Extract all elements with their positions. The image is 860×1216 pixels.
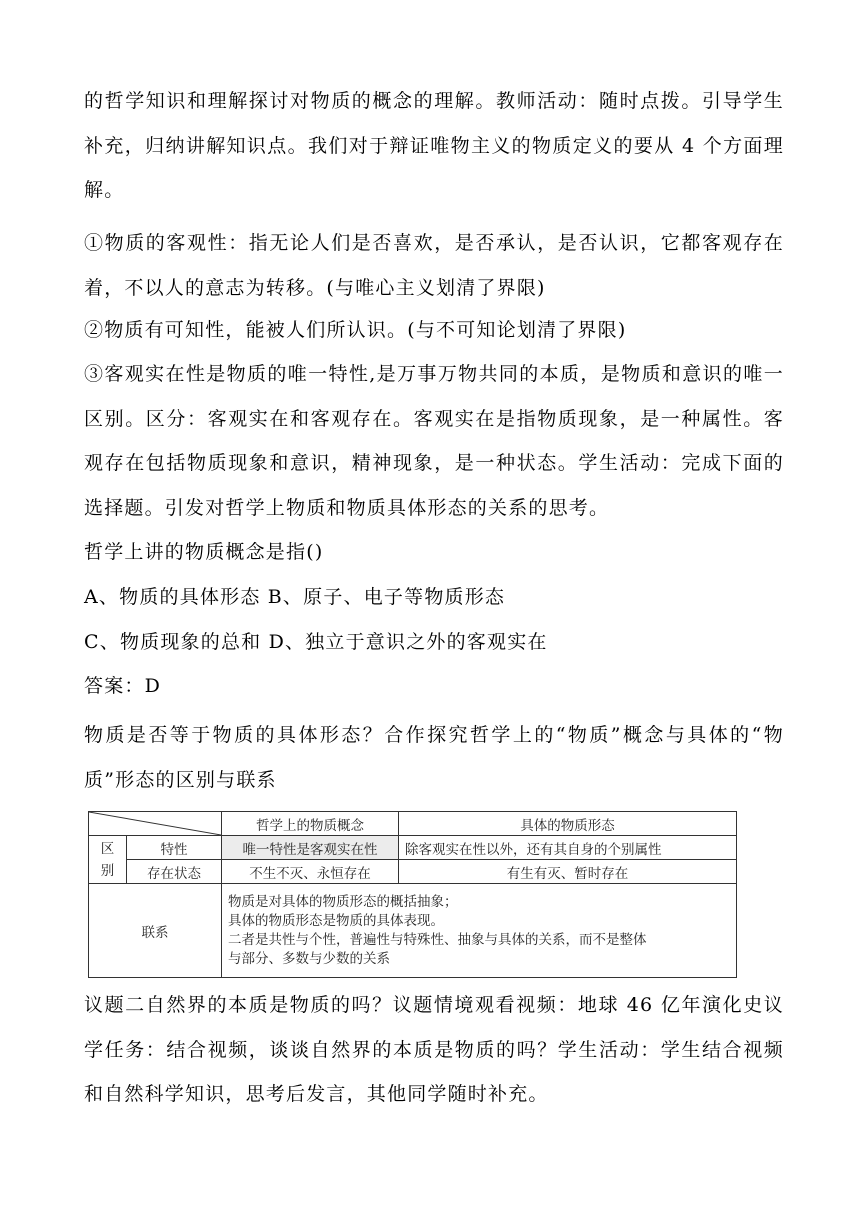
paragraph-knowability: ②物质有可知性，能被人们所认识。(与不可知论划清了界限) bbox=[84, 319, 627, 341]
link-line: 与部分、多数与少数的关系 bbox=[228, 950, 390, 967]
diagonal-line bbox=[89, 812, 221, 835]
difference-char-1: 区 bbox=[100, 840, 115, 857]
row-label-characteristic: 特性 bbox=[127, 836, 222, 860]
header-philosophy: 哲学上的物质概念 bbox=[222, 812, 399, 836]
answer-line: 答案：D bbox=[84, 675, 162, 697]
paragraph-topic-two: 议题二自然界的本质是物质的吗？议题情境观看视频：地球 46 亿年演化史议学任务：结合视频，谈谈自然界的本质是物质的吗？学生活动：学生结合视频和自然科学知识，思考后发言，其他同学随时补充。 bbox=[84, 994, 784, 1105]
link-content bbox=[222, 884, 737, 978]
comparison-table bbox=[88, 811, 737, 978]
question-options-cd: C、物质现象的总和 D、独立于意识之外的客观实在 bbox=[84, 631, 548, 653]
header-concrete: 具体的物质形态 bbox=[399, 812, 737, 836]
paragraph-teacher-activity: 的哲学知识和理解探讨对物质的概念的理解。教师活动：随时点拨。引导学生补充，归纳讲解知识点。我们对于辩证唯物主义的物质定义的要从 4 个方面理解。 bbox=[84, 90, 784, 201]
link-line: 二者是共性与个性，普遍性与特殊性、抽象与具体的关系，而不是整体 bbox=[228, 931, 647, 948]
table-corner-cell bbox=[89, 812, 222, 836]
cell-concrete-characteristic: 除客观实在性以外，还有其自身的个别属性 bbox=[399, 836, 737, 860]
link-line: 物质是对具体的物质形态的概括抽象； bbox=[228, 893, 458, 910]
paragraph-objective-reality: ③客观实在性是物质的唯一特性,是万事万物共同的本质，是物质和意识的唯一区别。区分：客观实在和客观存在。客观实在是指物质现象，是一种属性。客观存在包括物质现象和意识，精神现象，是一种状态。学生活动：完成下面的选择题。引发对哲学上物质和物质具体形态的关系的思考。 bbox=[84, 363, 784, 519]
cell-concrete-existence: 有生有灭、暂时存在 bbox=[399, 860, 737, 884]
difference-char-2: 别 bbox=[100, 862, 115, 879]
cell-philosophy-existence: 不生不灭、永恒存在 bbox=[222, 860, 399, 884]
comparison-table-image bbox=[88, 811, 736, 978]
link-line: 具体的物质形态是物质的具体表现。 bbox=[228, 912, 444, 929]
row-label-existence: 存在状态 bbox=[127, 860, 222, 884]
difference-label bbox=[89, 836, 127, 884]
cell-philosophy-characteristic: 唯一特性是客观实在性 bbox=[222, 836, 399, 860]
question-stem: 哲学上讲的物质概念是指() bbox=[84, 541, 324, 563]
question-options-ab: A、物质的具体形态 B、原子、电子等物质形态 bbox=[84, 586, 506, 608]
paragraph-objectivity: ①物质的客观性：指无论人们是否喜欢，是否承认，是否认识，它都客观存在着，不以人的意志为转移。(与唯心主义划清了界限) bbox=[84, 232, 784, 299]
paragraph-inquiry: 物质是否等于物质的具体形态？合作探究哲学上的“物质”概念与具体的“物质”形态的区别与联系 bbox=[84, 724, 784, 791]
link-label: 联系 bbox=[89, 884, 222, 978]
